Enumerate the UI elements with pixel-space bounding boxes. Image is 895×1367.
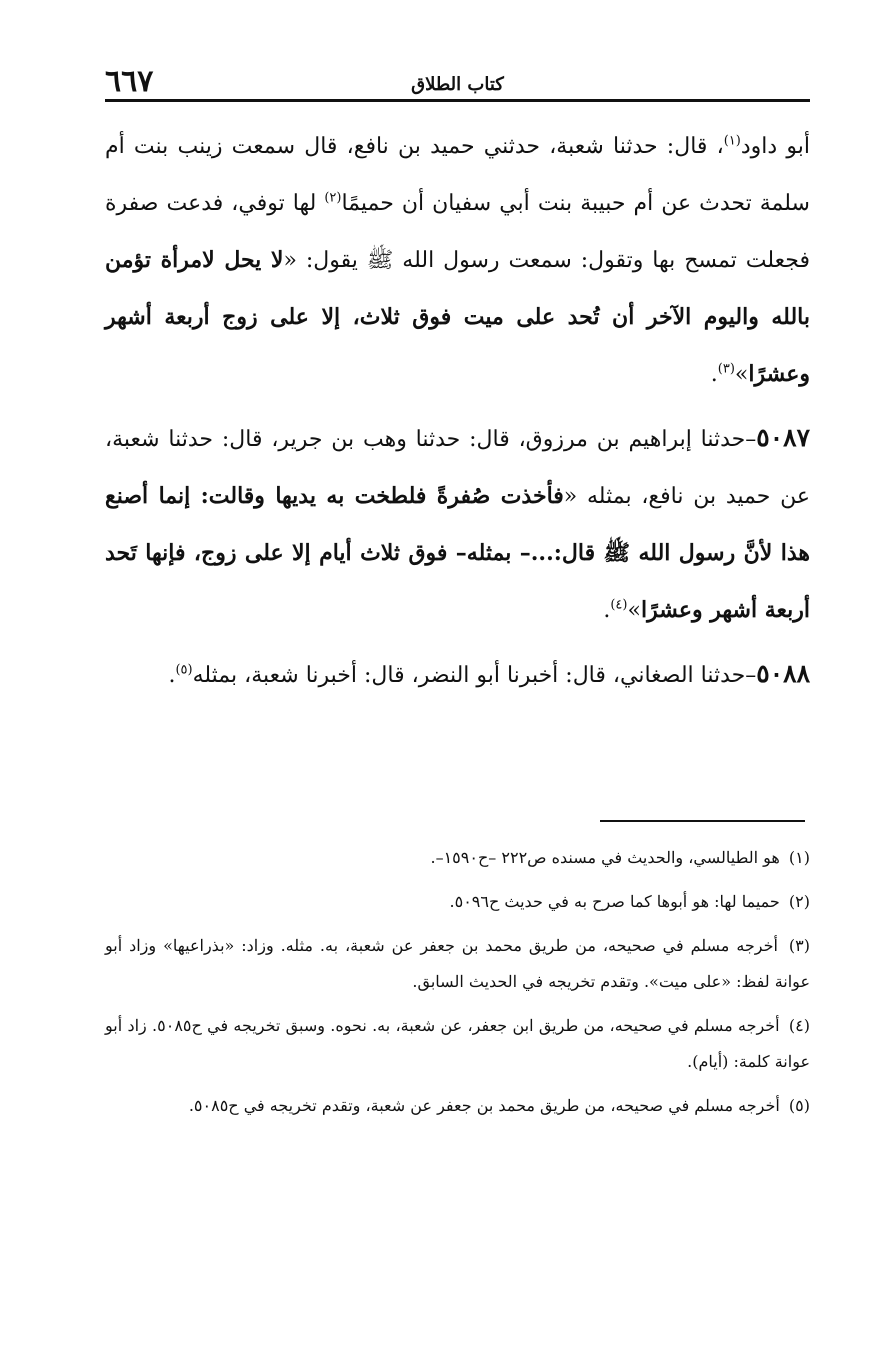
footnote-ref-3: (٣) [717,361,735,377]
footnote-text: حميما لها: هو أبوها كما صرح به في حديث ح٥٠٩٦. [449,892,780,911]
footnote-text: أخرجه مسلم في صحيحه، من طريق محمد بن جعفر عن شعبة، به. مثله. وزاد: «بذراعيها» وزاد أبو عوانة لفظ: «على ميت». وتقدم تخريجه في الحديث السابق. [105,936,810,991]
text-segment: » [627,598,641,623]
footnote-separator [600,820,805,822]
footnote-text: أخرجه مسلم في صحيحه، من طريق ابن جعفر، عن شعبة، به. نحوه. وسبق تخريجه في ح٥٠٨٥. زاد أبو عوانة كلمة: (أيام). [105,1016,810,1071]
footnote-text: أخرجه مسلم في صحيحه، من طريق محمد بن جعفر عن شعبة، وتقدم تخريجه في ح٥٠٨٥. [188,1096,780,1115]
text-segment: –حدثنا الصغاني، قال: أخبرنا أبو النضر، قال: أخبرنا شعبة، بمثله [192,663,757,688]
text-segment: ، قال: حدثنا شعبة، حدثني حميد بن نافع، قال سمعت زينب بنت أم سلمة تحدث عن أم حبيبة بنت أبي سفيان أن حميمًا [105,134,810,216]
footnote-label: (٥) [788,1096,810,1115]
text-segment: . [603,598,611,623]
footnote-4 [105,1008,810,1080]
footnote-ref-4: (٤) [610,597,628,613]
main-text [105,118,810,704]
hadith-paragraph-5087 [105,409,810,639]
text-segment: . [710,362,718,387]
footnote-label: (٣) [788,936,810,955]
hadith-paragraph-continued [105,118,810,403]
hadith-paragraph-5088 [105,645,810,704]
footnote-label: (٢) [788,892,810,911]
header-rule [105,99,810,102]
text-segment: . [168,663,176,688]
text-segment: –حدثنا إبراهيم بن مرزوق، قال: حدثنا وهب بن جرير، قال: حدثنا شعبة، عن حميد بن نافع، بمثله « [105,427,810,509]
footnotes [105,840,810,1132]
hadith-matn: لا يحل لامرأة تؤمن بالله واليوم الآخر أن تُحد على ميت فوق ثلاث، إلا على زوج أربعة أشهر وعشرًا [105,247,810,387]
footnote-label: (١) [788,848,810,867]
footnote-5 [105,1088,810,1124]
footnote-3 [105,928,810,1000]
text-segment: » [734,362,749,387]
footnote-1 [105,840,810,876]
hadith-number: ٥٠٨٨ [756,659,810,688]
running-header [105,62,810,102]
hadith-matn: فأخذت صُفرةً فلطخت به يديها وقالت: إنما أصنع هذا لأنَّ رسول الله ﷺ قال:...– بمثله– فوق ثلاث أيام إلا على زوج، فإنها تَحد أربعة أشهر وعشرًا [105,483,810,623]
footnote-ref-5: (٥) [175,662,193,678]
chapter-title: كتاب الطلاق [411,74,504,95]
footnote-2 [105,884,810,920]
footnote-label: (٤) [788,1016,811,1035]
footnote-text: هو الطيالسي، والحديث في مسنده ص٢٢٢ –ح١٥٩٠–. [430,848,780,867]
page-number: ٦٦٧ [105,64,154,99]
footnote-ref-1: (١) [723,133,741,149]
hadith-number: ٥٠٨٧ [756,423,811,452]
footnote-ref-2: (٢) [324,190,342,206]
text-segment: لها توفي، فدعت صفرة فجعلت تمسح بها وتقول: سمعت رسول الله ﷺ يقول: « [105,191,811,273]
text-segment: أبو داود [740,134,810,159]
